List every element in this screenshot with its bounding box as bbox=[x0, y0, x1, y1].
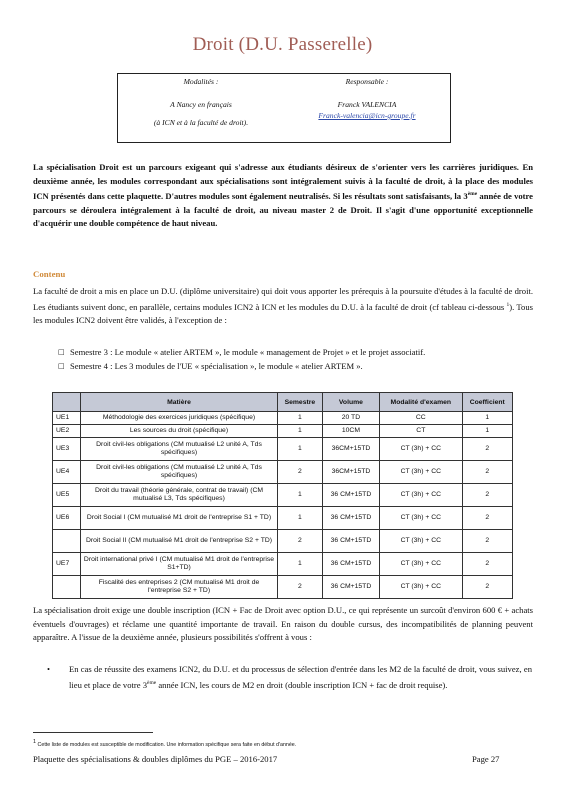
cell-volume: 36 CM+15TD bbox=[322, 576, 379, 599]
cell-code: UE6 bbox=[53, 507, 81, 530]
cell-modalite: CT (3h) + CC bbox=[380, 553, 462, 576]
header-volume: Volume bbox=[322, 393, 379, 412]
cell-code: UE4 bbox=[53, 461, 81, 484]
contenu-text-1: La faculté de droit a mis en place un D.U. (diplôme universitaire) qui doit vous apporter les prérequis à la poursuite d'études à la faculté de droit. Les étudiants suivent donc, en parallèle, certains modules ICN2 à ICN et les modules du D.U. à la faculté de droit (cf tableau ci-dessous bbox=[33, 286, 533, 312]
table-row bbox=[53, 507, 513, 530]
intro-sup: ème bbox=[467, 191, 478, 198]
cell-modalite: CT (3h) + CC bbox=[380, 438, 462, 461]
cell-code bbox=[53, 576, 81, 599]
cell-volume: 36 CM+15TD bbox=[322, 553, 379, 576]
cell-matiere: Droit du travail (théorie générale, contrat de travail) (CM mutualisé L3, Tds spécifiques) bbox=[81, 484, 278, 507]
exception-text: Semestre 3 : Le module « atelier ARTEM », le module « management de Projet » et le projet associatif. bbox=[70, 347, 426, 357]
header-coefficient: Coefficient bbox=[462, 393, 512, 412]
intro-text-2: année de votre parcours se déroulera intégralement à la faculté de droit, au niveau master 2 de Droit. Il s'agit d'une opportunité exceptionnelle d'acquérir une double compétence de haut niveau. bbox=[33, 191, 533, 229]
cell-code: UE5 bbox=[53, 484, 81, 507]
cell-modalite: CT (3h) + CC bbox=[380, 484, 462, 507]
possibilite-text-1: En cas de réussite des examens ICN2, du D.U. et du processus de sélection d'entrée dans les M2 de la faculté de droit, vous suivez, en lieu et place de votre 3 bbox=[69, 664, 532, 690]
modalites-header: Modalités : bbox=[183, 77, 219, 86]
modalites-column bbox=[118, 77, 284, 128]
cell-coefficient: 2 bbox=[462, 507, 512, 530]
table-header-row bbox=[53, 393, 513, 412]
cell-code bbox=[53, 530, 81, 553]
table-row bbox=[53, 461, 513, 484]
cell-matiere: Droit Social I (CM mutualisé M1 droit de l'entreprise S1 + TD) bbox=[81, 507, 278, 530]
footnote-number: 1 bbox=[33, 739, 37, 745]
possibilite-text bbox=[69, 662, 532, 692]
cell-volume: 36CM+15TD bbox=[322, 461, 379, 484]
exception-text: Semestre 4 : Les 3 modules de l'UE « spécialisation », le module « atelier ARTEM ». bbox=[70, 361, 363, 371]
cell-coefficient: 2 bbox=[462, 438, 512, 461]
table-row bbox=[53, 576, 513, 599]
info-box bbox=[117, 73, 451, 143]
header-semestre: Semestre bbox=[278, 393, 323, 412]
cell-modalite: CT (3h) + CC bbox=[380, 576, 462, 599]
possibilite-sup: ème bbox=[147, 680, 157, 686]
possibilite-text-2: année ICN, les cours de M2 en droit (double inscription ICN + fac de droit requise). bbox=[156, 679, 448, 690]
cell-coefficient: 2 bbox=[462, 576, 512, 599]
cell-semestre: 1 bbox=[278, 553, 323, 576]
cell-code: UE7 bbox=[53, 553, 81, 576]
exceptions-list bbox=[58, 345, 528, 373]
cell-semestre: 2 bbox=[278, 461, 323, 484]
cell-matiere: Droit Social II (CM mutualisé M1 droit de l'entreprise S2 + TD) bbox=[81, 530, 278, 553]
courses-table bbox=[52, 392, 513, 599]
intro-text-1: La spécialisation Droit est un parcours exigeant qui s'adresse aux étudiants désireux de s'orienter vers les carrières juridiques. En deuxième année, les modules correspondant aux spécialisations sont intégralement suivis à la faculté de droit, à la place des modules ICN présentés dans cette plaquette. D'autres modules sont également neutralisés. Si les résultats sont satisfaisants, la 3 bbox=[33, 162, 533, 202]
table-row bbox=[53, 438, 513, 461]
cell-semestre: 1 bbox=[278, 425, 323, 438]
cell-volume: 36 CM+15TD bbox=[322, 507, 379, 530]
cell-semestre: 1 bbox=[278, 438, 323, 461]
footnote-ref[interactable]: 1 bbox=[506, 301, 510, 308]
intro-paragraph bbox=[33, 161, 533, 231]
cell-modalite: CC bbox=[380, 412, 462, 425]
responsable-email-link[interactable]: Franck-valencia@icn-groupe.fr bbox=[318, 111, 416, 120]
footnote-text: Cette liste de modules est susceptible de modification. Une information spécifique sera faite en début d'année. bbox=[37, 741, 297, 748]
list-item bbox=[47, 662, 532, 692]
responsable-column bbox=[284, 77, 450, 121]
footer-title: Plaquette des spécialisations & doubles diplômes du PGE – 2016-2017 bbox=[33, 754, 278, 764]
modalites-line-2: (à ICN et à la faculté de droit). bbox=[153, 118, 249, 127]
page-number: Page 27 bbox=[472, 754, 500, 764]
table-row bbox=[53, 412, 513, 425]
cell-matiere: Les sources du droit (spécifique) bbox=[81, 425, 278, 438]
cell-matiere: Droit international privé I (CM mutualisé M1 droit de l'entreprise S1+TD) bbox=[81, 553, 278, 576]
header-code bbox=[53, 393, 81, 412]
cell-semestre: 1 bbox=[278, 484, 323, 507]
list-item bbox=[58, 345, 528, 359]
cell-matiere: Droit civil-les obligations (CM mutualisé L2 unité A, Tds spécifiques) bbox=[81, 461, 278, 484]
page-title: Droit (D.U. Passerelle) bbox=[192, 34, 373, 55]
cell-coefficient: 2 bbox=[462, 553, 512, 576]
cell-modalite: CT bbox=[380, 425, 462, 438]
cell-modalite: CT (3h) + CC bbox=[380, 461, 462, 484]
cell-coefficient: 2 bbox=[462, 461, 512, 484]
responsable-name: Franck VALENCIA bbox=[337, 100, 397, 109]
contenu-text-2: ). Tous les modules ICN2 doivent être validés, à l'exception de : bbox=[33, 301, 533, 326]
contenu-paragraph bbox=[33, 285, 533, 328]
bullet-icon: □ bbox=[58, 348, 65, 356]
cell-volume: 36 CM+15TD bbox=[322, 484, 379, 507]
cell-volume: 10CM bbox=[322, 425, 379, 438]
cell-semestre: 1 bbox=[278, 412, 323, 425]
cell-semestre: 2 bbox=[278, 576, 323, 599]
bullet-icon: • bbox=[47, 664, 51, 674]
list-item bbox=[58, 359, 528, 373]
cell-matiere: Fiscalité des entreprises 2 (CM mutualisé M1 droit de l'entreprise S2 + TD) bbox=[81, 576, 278, 599]
modalites-line-1: A Nancy en français bbox=[170, 100, 232, 109]
header-modalite: Modalité d'examen bbox=[380, 393, 462, 412]
cell-matiere: Droit civil-les obligations (CM mutualisé L2 unité A, Tds spécifiques) bbox=[81, 438, 278, 461]
table-row bbox=[53, 530, 513, 553]
table-row bbox=[53, 425, 513, 438]
footnote-divider bbox=[33, 732, 153, 733]
responsable-header: Responsable : bbox=[345, 77, 389, 86]
cell-coefficient: 1 bbox=[462, 412, 512, 425]
cell-semestre: 1 bbox=[278, 507, 323, 530]
header-matiere: Matière bbox=[81, 393, 278, 412]
table-row bbox=[53, 484, 513, 507]
cell-code: UE3 bbox=[53, 438, 81, 461]
cell-modalite: CT (3h) + CC bbox=[380, 530, 462, 553]
cell-code: UE1 bbox=[53, 412, 81, 425]
cell-coefficient: 2 bbox=[462, 484, 512, 507]
cell-volume: 36 CM+15TD bbox=[322, 530, 379, 553]
table-row bbox=[53, 553, 513, 576]
cell-volume: 36CM+15TD bbox=[322, 438, 379, 461]
cell-modalite: CT (3h) + CC bbox=[380, 507, 462, 530]
footnote bbox=[33, 739, 296, 748]
cell-matiere: Méthodologie des exercices juridiques (spécifique) bbox=[81, 412, 278, 425]
bullet-icon: □ bbox=[58, 362, 65, 370]
double-inscription-paragraph: La spécialisation droit exige une double inscription (ICN + Fac de Droit avec option D.U., ce qui représente un surcoût d'environ 600 € + achats éventuels d'ouvrages) et réclame une quantité importante de travail. En raison du double cursus, des incompatibilités de planning peuvent apparaître. A l'issue de la deuxième année, plusieurs possibilités s'offrent à vous : bbox=[33, 605, 533, 643]
cell-volume: 20 TD bbox=[322, 412, 379, 425]
contenu-heading: Contenu bbox=[33, 269, 66, 279]
cell-coefficient: 1 bbox=[462, 425, 512, 438]
cell-coefficient: 2 bbox=[462, 530, 512, 553]
cell-semestre: 2 bbox=[278, 530, 323, 553]
cell-code: UE2 bbox=[53, 425, 81, 438]
possibilites-list bbox=[47, 662, 532, 692]
